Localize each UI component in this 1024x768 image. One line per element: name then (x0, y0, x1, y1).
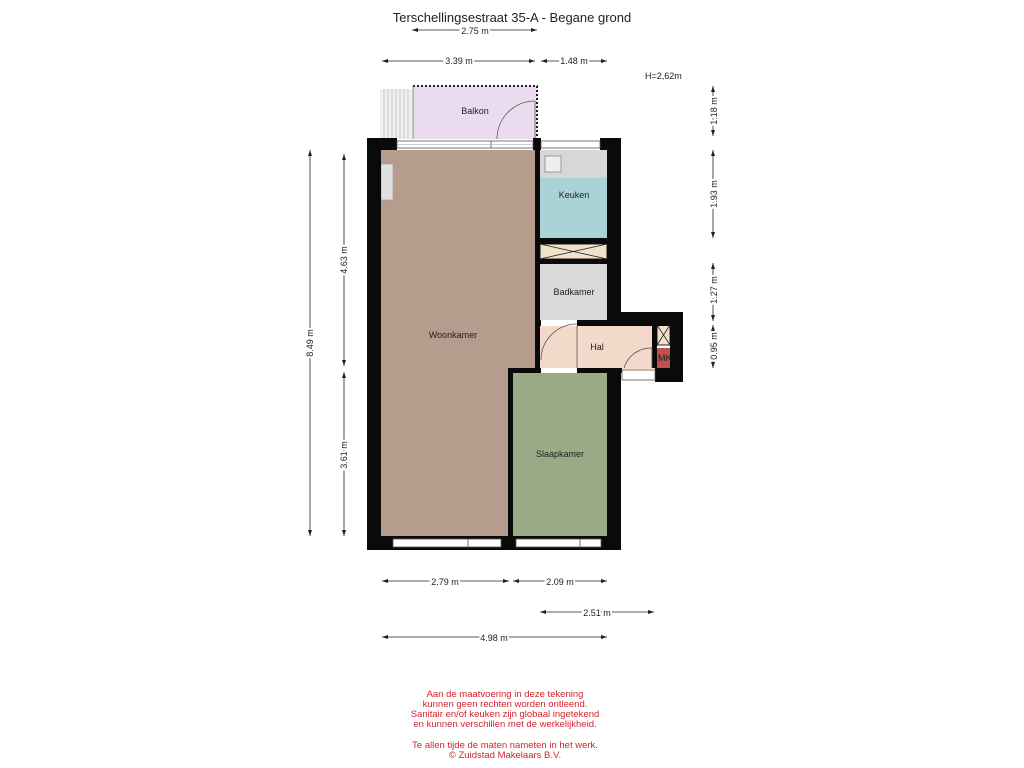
disclaimer-line: Sanitair en/of keuken zijn globaal ingetekend (410, 709, 600, 720)
disclaimer-line: © Zuidstad Makelaars B.V. (448, 750, 562, 761)
dimension-label: 8.49 m (305, 329, 315, 357)
disclaimer-line: Aan de maatvoering in deze tekening (426, 689, 584, 700)
disclaimer-line: en kunnen verschillen met de werkelijkheid. (413, 719, 597, 730)
ceiling-height-note: H=2,62m (645, 71, 682, 81)
room-label-balkon: Balkon (461, 106, 489, 116)
window-slaapkamer-bottom (516, 539, 601, 547)
room-label-keuken: Keuken (558, 190, 590, 200)
dimension-left-upper (339, 154, 349, 366)
sink-icon (545, 156, 561, 172)
dimension-label: 1.18 m (709, 97, 719, 125)
dimension-right-hal (709, 325, 719, 368)
window-hal (622, 370, 655, 380)
dimension-top-woonkamer (382, 56, 535, 66)
room-label-hal: Hal (590, 342, 604, 352)
window-balkon (397, 141, 533, 148)
room-label-slaapkamer: Slaapkamer (535, 449, 585, 459)
dimension-bottom-hal (540, 608, 654, 618)
dimension-label: 0.95 m (709, 332, 719, 360)
meter-box-icon (657, 325, 670, 345)
dimension-top-keuken (541, 56, 607, 66)
dimension-label: 1.93 m (709, 180, 719, 208)
keuken-room (540, 178, 607, 238)
room-label-mk: MK (658, 353, 672, 363)
window-woonkamer-bottom (393, 539, 501, 547)
shaft-icon (540, 244, 607, 259)
dimension-label: 2.79 m (431, 577, 459, 587)
dimension-label: 2.09 m (546, 577, 574, 587)
door-hal-slaapkamer (541, 368, 577, 373)
dimension-label: 3.61 m (339, 441, 349, 469)
room-label-woonkamer: Woonkamer (428, 330, 478, 340)
dimension-label: 3.39 m (445, 56, 473, 66)
dimension-bottom-total (382, 633, 607, 643)
radiator-icon (381, 164, 393, 200)
dimension-right-balkon (709, 86, 719, 136)
dimension-label: 1.27 m (709, 276, 719, 304)
dimension-right-badkamer (709, 263, 719, 321)
dimension-bottom-slaapkamer (513, 577, 607, 587)
dimension-label: 1.48 m (560, 56, 588, 66)
disclaimer-line: kunnen geen rechten worden ontleend. (422, 699, 588, 710)
dimension-right-keuken (709, 150, 719, 238)
plan-title: Terschellingsestraat 35-A - Begane grond (392, 10, 632, 25)
dimension-label: 4.63 m (339, 246, 349, 274)
window-keuken (541, 141, 600, 148)
room-label-badkamer: Badkamer (553, 287, 595, 297)
dimension-label: 4.98 m (480, 633, 508, 643)
dimension-top-balkon (412, 26, 537, 36)
dimension-bottom-woonkamer (382, 577, 509, 587)
disclaimer-line: Te allen tijde de maten nameten in het werk. (412, 740, 598, 751)
dimension-label: 2.51 m (583, 608, 611, 618)
balkon-area (380, 86, 538, 139)
dimension-label: 2.75 m (461, 26, 489, 36)
dimension-left-lower (339, 372, 349, 536)
disclaimer (411, 689, 600, 761)
dimension-left-total (305, 150, 315, 536)
